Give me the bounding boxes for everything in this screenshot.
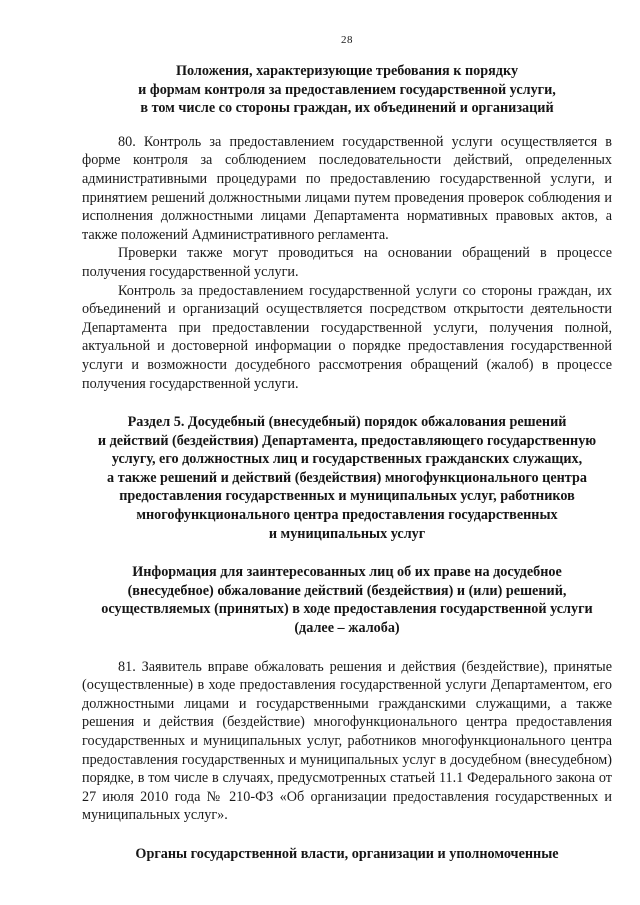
heading-line: Раздел 5. Досудебный (внесудебный) порядок обжалования решений [127,414,567,431]
paragraph-80: 80. Контроль за предоставлением государственной услуги осуществляется в форме контроля за соблюдением последовательности действий, определенных административными процедурами по предоставлению государственной услуги, и принятием решений должностными лицами путем проведения проверок соблюдения и исполнения должностными лицами Департамента нормативных правовых актов, а также положений Административного регламента. [82,133,612,243]
heading-line: в том числе со стороны граждан, их объединений и организаций [140,100,554,117]
heading-line: услугу, его должностных лиц и государственных гражданских служащих, [111,451,583,468]
paragraph-81: 81. Заявитель вправе обжаловать решения и действия (бездействие), принятые (осуществленные) в ходе предоставления государственной услуги Департаментом, его должностными лицами и государственными гражданскими служащими, а также решения и действия (бездействие) многофункционального центра предоставления государственных и муниципальных услуг, работников многофункционального центра предоставления государственных и муниципальных услуг в досудебном (внесудебном) порядке, в том числе в случаях, предусмотренных статьей 11.1 Федерального закона от 27 июля 2010 года № 210-ФЗ «Об организации предоставления государственных и муниципальных услуг». [82,658,612,824]
section-5-heading [82,413,612,543]
paragraph-public-control: Контроль за предоставлением государственной услуги со стороны граждан, их объединений и организаций осуществляется посредством открытости деятельности Департамента при предоставлении государственной услуги, получения полной, актуальной и достоверной информации о порядке предоставления государственной услуги и возможности досудебного рассмотрения обращений (жалоб) в процессе получения государственной услуги. [82,282,612,392]
heading-line: (далее – жалоба) [294,620,400,637]
complaint-info-heading [82,563,612,637]
heading-line: и формам контроля за предоставлением государственной услуги, [138,81,556,98]
authorities-heading [82,845,612,864]
heading-line: и действий (бездействия) Департамента, предоставляющего государственную [97,432,597,449]
heading-line: предоставления государственных и муниципальных услуг, работников [119,488,575,505]
heading-line: (внесудебное) обжалование действий (бездействия) и (или) решений, [127,582,567,599]
heading-line: а также решений и действий (бездействия) многофункционального центра [107,469,587,486]
control-section-heading [82,62,612,118]
heading-line: Органы государственной власти, организации и уполномоченные [135,845,559,862]
heading-line: многофункционального центра предоставления государственных [136,507,558,524]
paragraph-inspections: Проверки также могут проводиться на основании обращений в процессе получения государственной услуги. [82,245,612,280]
page-number: 28 [341,34,353,46]
heading-line: и муниципальных услуг [268,525,426,542]
heading-line: осуществляемых (принятых) в ходе предоставления государственной услуги [101,601,593,618]
heading-line: Информация для заинтересованных лиц об их праве на досудебное [132,564,562,581]
heading-line: Положения, характеризующие требования к порядку [175,63,519,79]
